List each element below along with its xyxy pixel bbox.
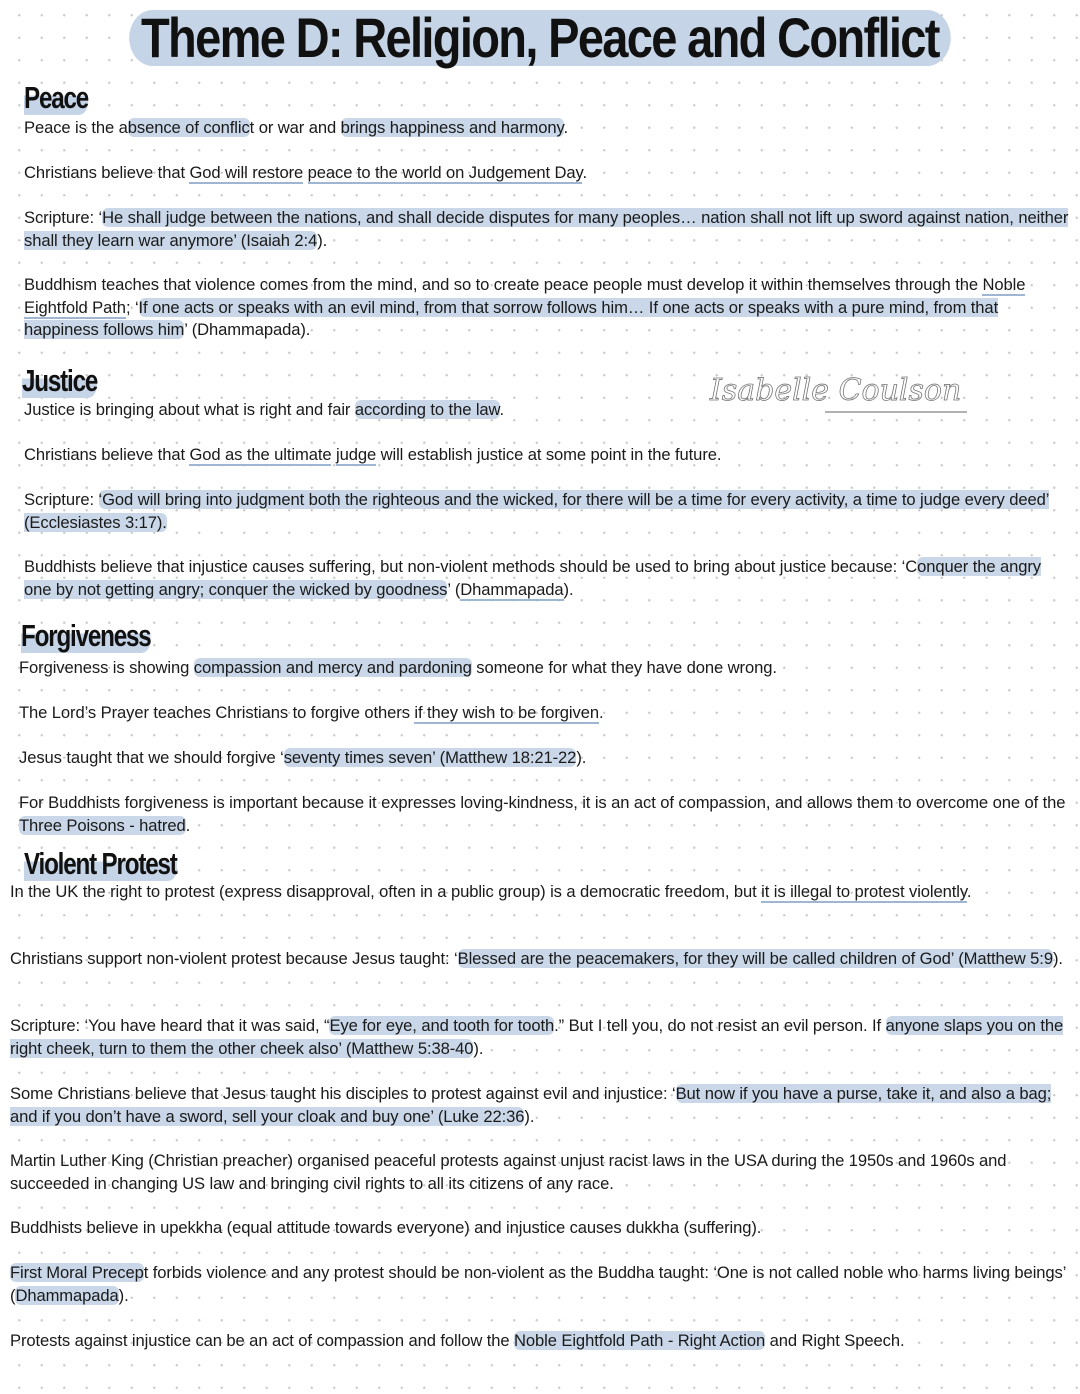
underlined-text: peace to the world on Judgement Day	[307, 163, 583, 182]
text: Christians believe that	[24, 163, 190, 182]
text: t or war and	[249, 118, 341, 137]
text: ).	[1052, 949, 1063, 968]
underlined-text: judge	[335, 445, 377, 464]
text: .	[185, 815, 191, 835]
text: ).	[317, 230, 328, 250]
paragraph	[24, 556, 1072, 601]
paragraph	[10, 1262, 1072, 1307]
text: The Lord’s Prayer teaches Christians to forgive others	[19, 703, 415, 722]
text: .	[499, 400, 505, 419]
paragraph	[24, 162, 1072, 185]
highlighted-text: onquer the angry one by not getting angry; conquer the wicked by goodness	[24, 557, 1042, 599]
paragraph	[24, 207, 1072, 252]
text: Scripture: ‘You have heard that it was said, “	[10, 1016, 330, 1035]
text: Scripture: ‘	[24, 208, 103, 227]
highlighted-text: Three Poisons - hatred	[19, 815, 186, 835]
paragraph	[10, 1015, 1072, 1060]
highlighted-text: He shall judge between the nations, and shall decide disputes for many peoples… nation shall not lift up sword against nation, neither shall they learn war anymore’ (Isaiah 2:4	[24, 208, 1069, 250]
text: Justice is bringing about what is right and fair	[24, 400, 355, 419]
section-heading-justice: Justice	[22, 363, 98, 398]
text: Some Christians believe that Jesus taught his disciples to protest against evil and injustice: ‘	[10, 1084, 676, 1103]
text: Forgiveness is showing	[19, 658, 194, 677]
text: .	[582, 163, 587, 182]
paragraph	[24, 274, 1072, 342]
paragraph	[19, 657, 1072, 680]
text: Scripture:	[24, 490, 99, 509]
text: Jesus taught that we should forgive ‘	[19, 748, 284, 767]
text: Buddhists believe that injustice causes suffering, but non-violent methods should be used to bring about justice because: ‘C	[24, 557, 918, 576]
paragraph	[10, 1083, 1072, 1128]
text: Christians believe that	[24, 445, 190, 464]
underlined-text: Noble Eightfold Path	[24, 275, 1026, 317]
paragraph	[10, 1217, 1072, 1240]
section-heading-peace: Peace	[24, 80, 89, 115]
text: ).	[563, 579, 574, 599]
paragraph	[19, 702, 1072, 725]
highlighted-text: First Moral Precep	[10, 1263, 144, 1282]
text: .	[966, 882, 972, 901]
highlighted-text: Noble Eightfold Path - Right Action	[514, 1331, 766, 1350]
underlined-text: if they wish to be forgiven	[414, 703, 599, 722]
underlined-text: Dhammapada	[460, 579, 564, 599]
highlighted-text: bsence of conflic	[127, 118, 250, 137]
highlighted-text: according to the law	[354, 400, 500, 419]
text: In the UK the right to protest (express disapproval, often in a public group) is a democratic freedom, but	[10, 882, 762, 901]
highlighted-text: compassion and mercy and pardoning	[193, 658, 472, 677]
highlighted-text: If one acts or speaks with an evil mind, from that sorrow follows him… If one acts or speaks with a pure mind, from that happiness follows him	[24, 297, 999, 339]
highlighted-text: anyone slaps you on the right cheek, turn to them the other cheek also’ (Matthew 5:38-40	[10, 1016, 1064, 1058]
highlighted-text: ‘God will bring into judgment both the righteous and the wicked, for there will be a time for every activity, a time to judge every deed’ (Ecclesiastes 3:17).	[24, 490, 1050, 532]
paragraph	[24, 117, 1072, 140]
highlighted-text: Eye for eye, and tooth for tooth	[329, 1016, 555, 1035]
highlighted-text: But now if you have a purse, take it, and also a bag; and if you don’t have a sword, sell your cloak and buy one’ (Luke 22:36	[10, 1084, 1052, 1126]
text: will establish justice at some point in the future.	[376, 445, 722, 464]
text: ).	[576, 748, 587, 767]
highlighted-text: Dhammapada	[15, 1285, 119, 1305]
paragraph	[19, 747, 1072, 770]
text: someone for what they have done wrong.	[471, 658, 777, 677]
page-title: Theme D: Religion, Peace and Conflict	[0, 10, 1080, 66]
text: ; ‘	[125, 297, 139, 317]
text: ’ (	[447, 579, 461, 599]
paragraph	[24, 489, 1072, 534]
text: and Right Speech.	[765, 1331, 905, 1350]
text: t forbids violence and any protest should be non-violent as the Buddha taught: ‘One is not called noble who harms living beings’ (	[10, 1263, 1066, 1305]
underlined-text: God as the ultimate	[189, 445, 332, 464]
signature-text: Isabelle Coulson	[710, 373, 962, 408]
underlined-text: God will restore	[189, 163, 304, 182]
paragraph	[24, 444, 1072, 467]
text	[303, 163, 308, 182]
highlighted-text: seventy times seven’ (Matthew 18:21-22	[283, 748, 577, 767]
text: .	[598, 703, 604, 722]
text: Buddhists believe in upekkha (equal attitude towards everyone) and injustice causes dukkha (suffering).	[10, 1218, 762, 1237]
text: Christians support non-violent protest because Jesus taught: ‘	[10, 949, 458, 968]
text: .” But I tell you, do not resist an evil person. If	[554, 1016, 886, 1035]
text: For Buddhists forgiveness is important because it expresses loving-kindness, it is an act of compassion, and allows them to overcome one of the	[19, 793, 1066, 812]
text: ).	[473, 1038, 484, 1058]
underlined-text: it is illegal to protest violently	[761, 882, 967, 901]
text: ).	[524, 1106, 535, 1126]
text: Martin Luther King (Christian preacher) organised peaceful protests against unjust racist laws in the USA during the 1950s and 1960s and succeeded in changing US law and bringing civil rights to all its citizens of any race.	[10, 1151, 1007, 1193]
section-heading-violent-protest: Violent Protest	[24, 846, 177, 881]
paragraph	[19, 792, 1072, 837]
paragraph	[10, 881, 1072, 904]
highlighted-text: Blessed are the peacemakers, for they will be called children of God’ (Matthew 5:9	[457, 949, 1053, 968]
text: Peace is the a	[24, 118, 128, 137]
text: Buddhism teaches that violence comes from the mind, and so to create peace people must develop it within themselves through the	[24, 275, 983, 294]
paragraph	[10, 1150, 1072, 1195]
paragraph	[10, 1330, 1072, 1353]
text: ).	[118, 1285, 129, 1305]
paragraph	[24, 399, 1072, 422]
section-heading-forgiveness: Forgiveness	[21, 618, 151, 653]
text: ’ (Dhammapada).	[184, 320, 311, 339]
text: .	[563, 118, 569, 137]
text: Protests against injustice can be an act of compassion and follow the	[10, 1331, 515, 1350]
paragraph	[10, 948, 1072, 971]
highlighted-text: brings happiness and harmony	[340, 118, 564, 137]
